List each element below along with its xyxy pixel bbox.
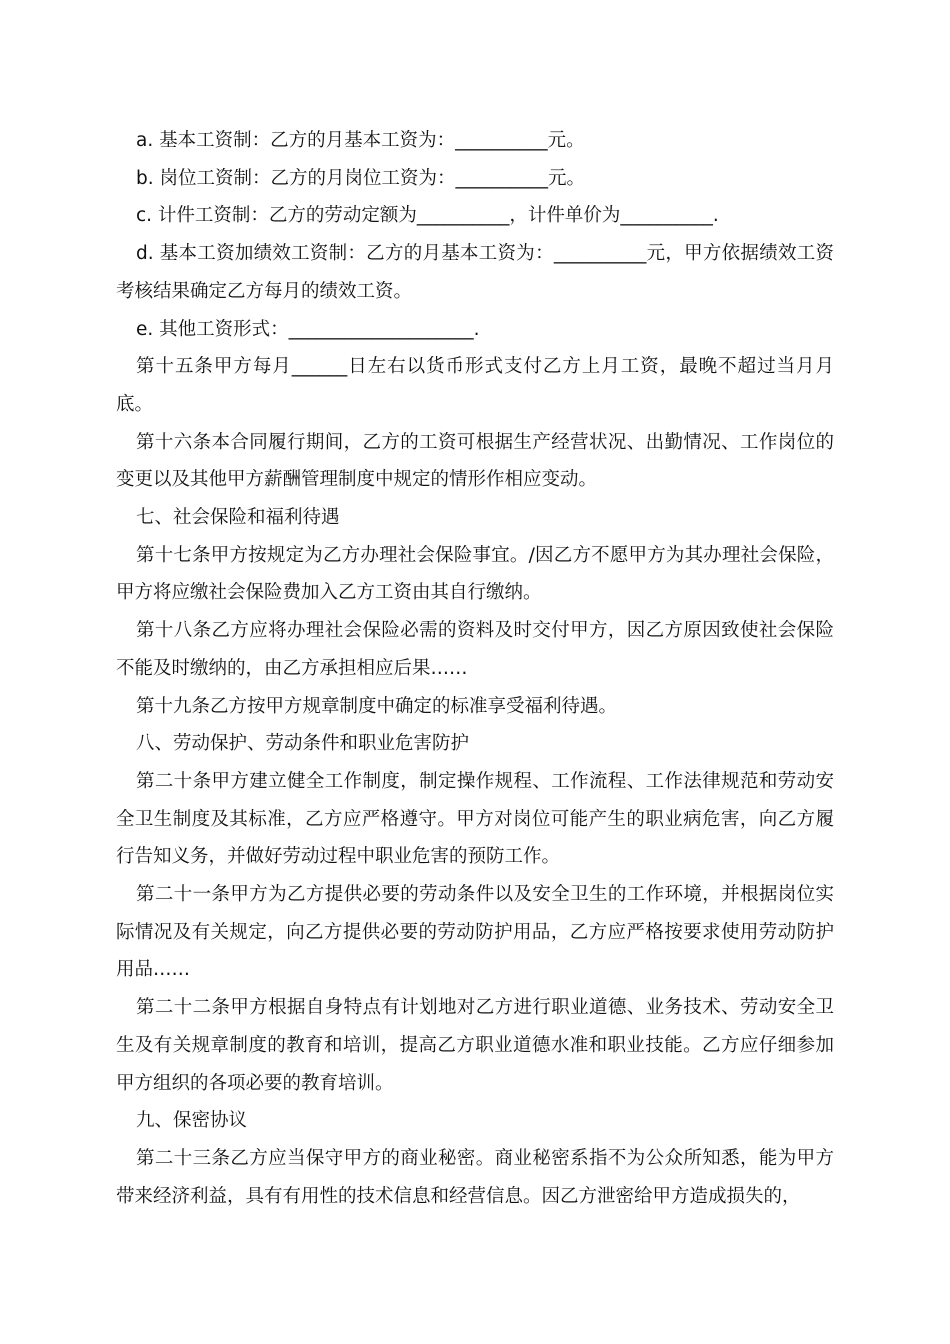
wage-option-b: b. 岗位工资制：乙方的月岗位工资为：__________元。 [136,167,586,189]
section-heading-confidentiality: 九、保密协议 [136,1110,248,1132]
document-body [116,122,834,1215]
article-19: 第十九条乙方按甲方规章制度中确定的标准享受福利待遇。 [136,695,618,717]
article-15: 第十五条甲方每月______日左右以货币形式支付乙方上月工资，最晚不超过当月月底。 [116,356,834,415]
section-heading-social-insurance: 七、社会保险和福利待遇 [136,507,340,529]
article-18: 第十八条乙方应将办理社会保险必需的资料及时交付甲方，因乙方原因致使社会保险不能及时缴纳的，由乙方承担相应后果…… [116,620,834,679]
wage-option-a: a. 基本工资制：乙方的月基本工资为：__________元。 [136,130,585,151]
wage-option-c: c. 计件工资制：乙方的劳动定额为__________，计件单价为__________. [136,205,719,227]
article-23: 第二十三条乙方应当保守甲方的商业秘密。商业秘密系指不为公众所知悉，能为甲方带来经济利益，具有有用性的技术信息和经营信息。因乙方泄密给甲方造成损失的， [116,1147,834,1207]
article-17: 第十七条甲方按规定为乙方办理社会保险事宜。/因乙方不愿甲方为其办理社会保险，甲方将应缴社会保险费加入乙方工资由其自行缴纳。 [116,544,834,604]
article-20: 第二十条甲方建立健全工作制度，制定操作规程、工作流程、工作法律规范和劳动安全卫生制度及其标准，乙方应严格遵守。甲方对岗位可能产生的职业病危害，向乙方履行告知义务，并做好劳动过程中职业危害的预防工作。 [116,770,834,868]
article-22: 第二十二条甲方根据自身特点有计划地对乙方进行职业道德、业务技术、劳动安全卫生及有关规章制度的教育和培训，提高乙方职业道德水准和职业技能。乙方应仔细参加甲方组织的各项必要的教育培训。 [116,997,834,1094]
wage-option-d: d. 基本工资加绩效工资制：乙方的月基本工资为：__________元，甲方依据绩效工资考核结果确定乙方每月的绩效工资。 [116,243,834,302]
article-21: 第二十一条甲方为乙方提供必要的劳动条件以及安全卫生的工作环境，并根据岗位实际情况及有关规定，向乙方提供必要的劳动防护用品，乙方应严格按要求使用劳动防护用品…… [116,884,834,981]
section-heading-labor-protection: 八、劳动保护、劳动条件和职业危害防护 [136,733,470,755]
article-16: 第十六条本合同履行期间，乙方的工资可根据生产经营状况、出勤情况、工作岗位的变更以及其他甲方薪酬管理制度中规定的情形作相应变动。 [116,431,834,491]
wage-option-e: e. 其他工资形式：____________________. [136,318,480,340]
